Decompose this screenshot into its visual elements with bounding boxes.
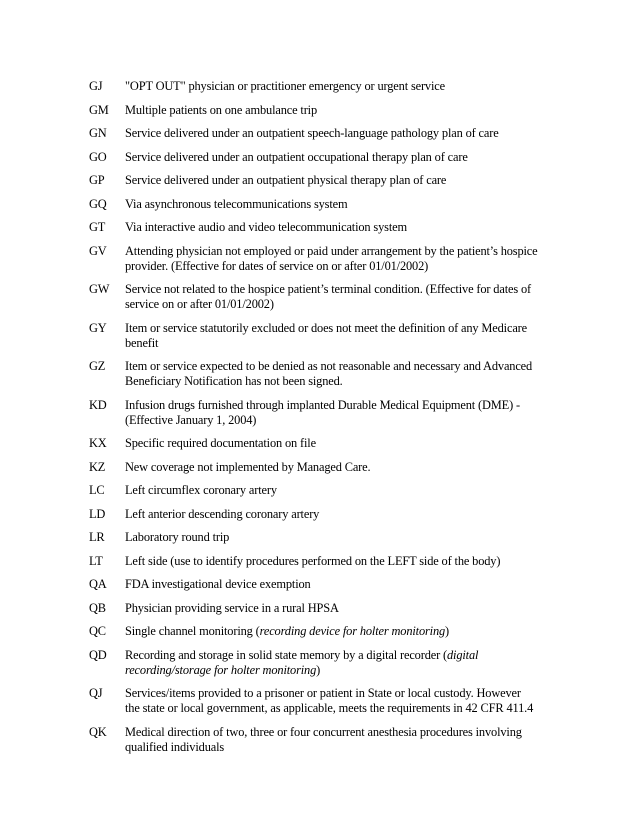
modifier-code: QA bbox=[89, 577, 107, 591]
list-item bbox=[89, 79, 559, 94]
modifier-description: "OPT OUT" physician or practitioner emergency or urgent service bbox=[125, 79, 445, 93]
modifier-description: Service delivered under an outpatient occupational therapy plan of care bbox=[125, 149, 468, 164]
modifier-code: QK bbox=[89, 724, 107, 739]
modifier-description: Physician providing service in a rural HPSA bbox=[125, 600, 339, 615]
modifier-code: GO bbox=[89, 149, 107, 164]
modifier-code: GT bbox=[89, 220, 106, 234]
modifier-description: Infusion drugs furnished through implanted Durable Medical Equipment (DME) - (Effective January 1, 2004) bbox=[125, 397, 520, 427]
modifier-description: Medical direction of two, three or four concurrent anesthesia procedures involving qualified individuals bbox=[125, 724, 522, 754]
modifier-description: Recording and storage in solid state memory by a digital recorder (digital recording/storage for holter monitoring) bbox=[125, 647, 479, 677]
list-item bbox=[89, 321, 559, 351]
modifier-code: GY bbox=[89, 320, 107, 335]
modifier-description: Item or service expected to be denied as not reasonable and necessary and Advanced Beneficiary Notification has not been signed. bbox=[125, 359, 533, 388]
modifier-description: Specific required documentation on file bbox=[125, 436, 316, 450]
modifier-description: Attending physician not employed or paid under arrangement by the patient’s hospice provider. (Effective for dates of service on or after 01/01/2002) bbox=[125, 243, 538, 273]
modifier-code: QC bbox=[89, 624, 106, 638]
modifier-code: LC bbox=[89, 483, 105, 497]
modifier-code: KD bbox=[89, 397, 107, 412]
list-item bbox=[89, 282, 559, 312]
modifier-description: Item or service statutorily excluded or does not meet the definition of any Medicare benefit bbox=[125, 320, 528, 350]
modifier-description: Single channel monitoring (recording device for holter monitoring) bbox=[125, 624, 450, 638]
modifier-code: GZ bbox=[89, 359, 106, 373]
modifier-description: Via asynchronous telecommunications system bbox=[125, 196, 348, 211]
modifier-code: GP bbox=[89, 173, 105, 187]
list-item bbox=[89, 359, 559, 389]
modifier-code: GJ bbox=[89, 79, 103, 93]
modifier-code: GW bbox=[89, 282, 110, 296]
modifier-description: Left anterior descending coronary artery bbox=[125, 506, 320, 521]
list-item bbox=[89, 601, 559, 616]
modifier-description: Service not related to the hospice patient’s terminal condition. (Effective for dates of service on or after 01/01/2002) bbox=[125, 282, 531, 311]
modifier-code: KX bbox=[89, 436, 107, 450]
list-item bbox=[89, 398, 559, 428]
list-item bbox=[89, 725, 559, 755]
list-item bbox=[89, 460, 559, 475]
modifier-code: LT bbox=[89, 553, 103, 568]
modifier-description: Via interactive audio and video telecommunication system bbox=[125, 220, 407, 234]
modifier-code: GV bbox=[89, 243, 107, 258]
modifier-code: QD bbox=[89, 647, 107, 662]
list-item bbox=[89, 577, 559, 592]
modifier-description: Service delivered under an outpatient speech-language pathology plan of care bbox=[125, 126, 499, 140]
list-item bbox=[89, 686, 559, 716]
list-item bbox=[89, 126, 559, 141]
modifier-code: QJ bbox=[89, 686, 103, 700]
modifier-description: FDA investigational device exemption bbox=[125, 577, 311, 591]
list-item bbox=[89, 103, 559, 118]
list-item bbox=[89, 648, 559, 678]
modifier-code: GQ bbox=[89, 196, 107, 211]
modifier-description: New coverage not implemented by Managed Care. bbox=[125, 459, 371, 474]
list-item bbox=[89, 624, 559, 639]
list-item bbox=[89, 173, 559, 188]
modifier-list bbox=[89, 79, 559, 763]
modifier-description: Services/items provided to a prisoner or patient in State or local custody. However the state or local government, as applicable, meets the requirements in 42 CFR 411.4 bbox=[125, 686, 534, 715]
list-item bbox=[89, 150, 559, 165]
list-item bbox=[89, 220, 559, 235]
modifier-description: Left side (use to identify procedures performed on the LEFT side of the body) bbox=[125, 553, 501, 568]
list-item bbox=[89, 436, 559, 451]
list-item bbox=[89, 483, 559, 498]
modifier-code: QB bbox=[89, 600, 106, 615]
list-item bbox=[89, 554, 559, 569]
modifier-code: KZ bbox=[89, 459, 106, 474]
modifier-code: LD bbox=[89, 506, 106, 521]
list-item bbox=[89, 197, 559, 212]
list-item bbox=[89, 507, 559, 522]
modifier-description: Service delivered under an outpatient physical therapy plan of care bbox=[125, 173, 447, 187]
modifier-description: Multiple patients on one ambulance trip bbox=[125, 102, 318, 117]
list-item bbox=[89, 244, 559, 274]
modifier-description: Left circumflex coronary artery bbox=[125, 483, 277, 497]
modifier-code: LR bbox=[89, 530, 105, 544]
modifier-description: Laboratory round trip bbox=[125, 530, 230, 544]
modifier-code: GN bbox=[89, 126, 107, 140]
list-item bbox=[89, 530, 559, 545]
modifier-code: GM bbox=[89, 102, 109, 117]
